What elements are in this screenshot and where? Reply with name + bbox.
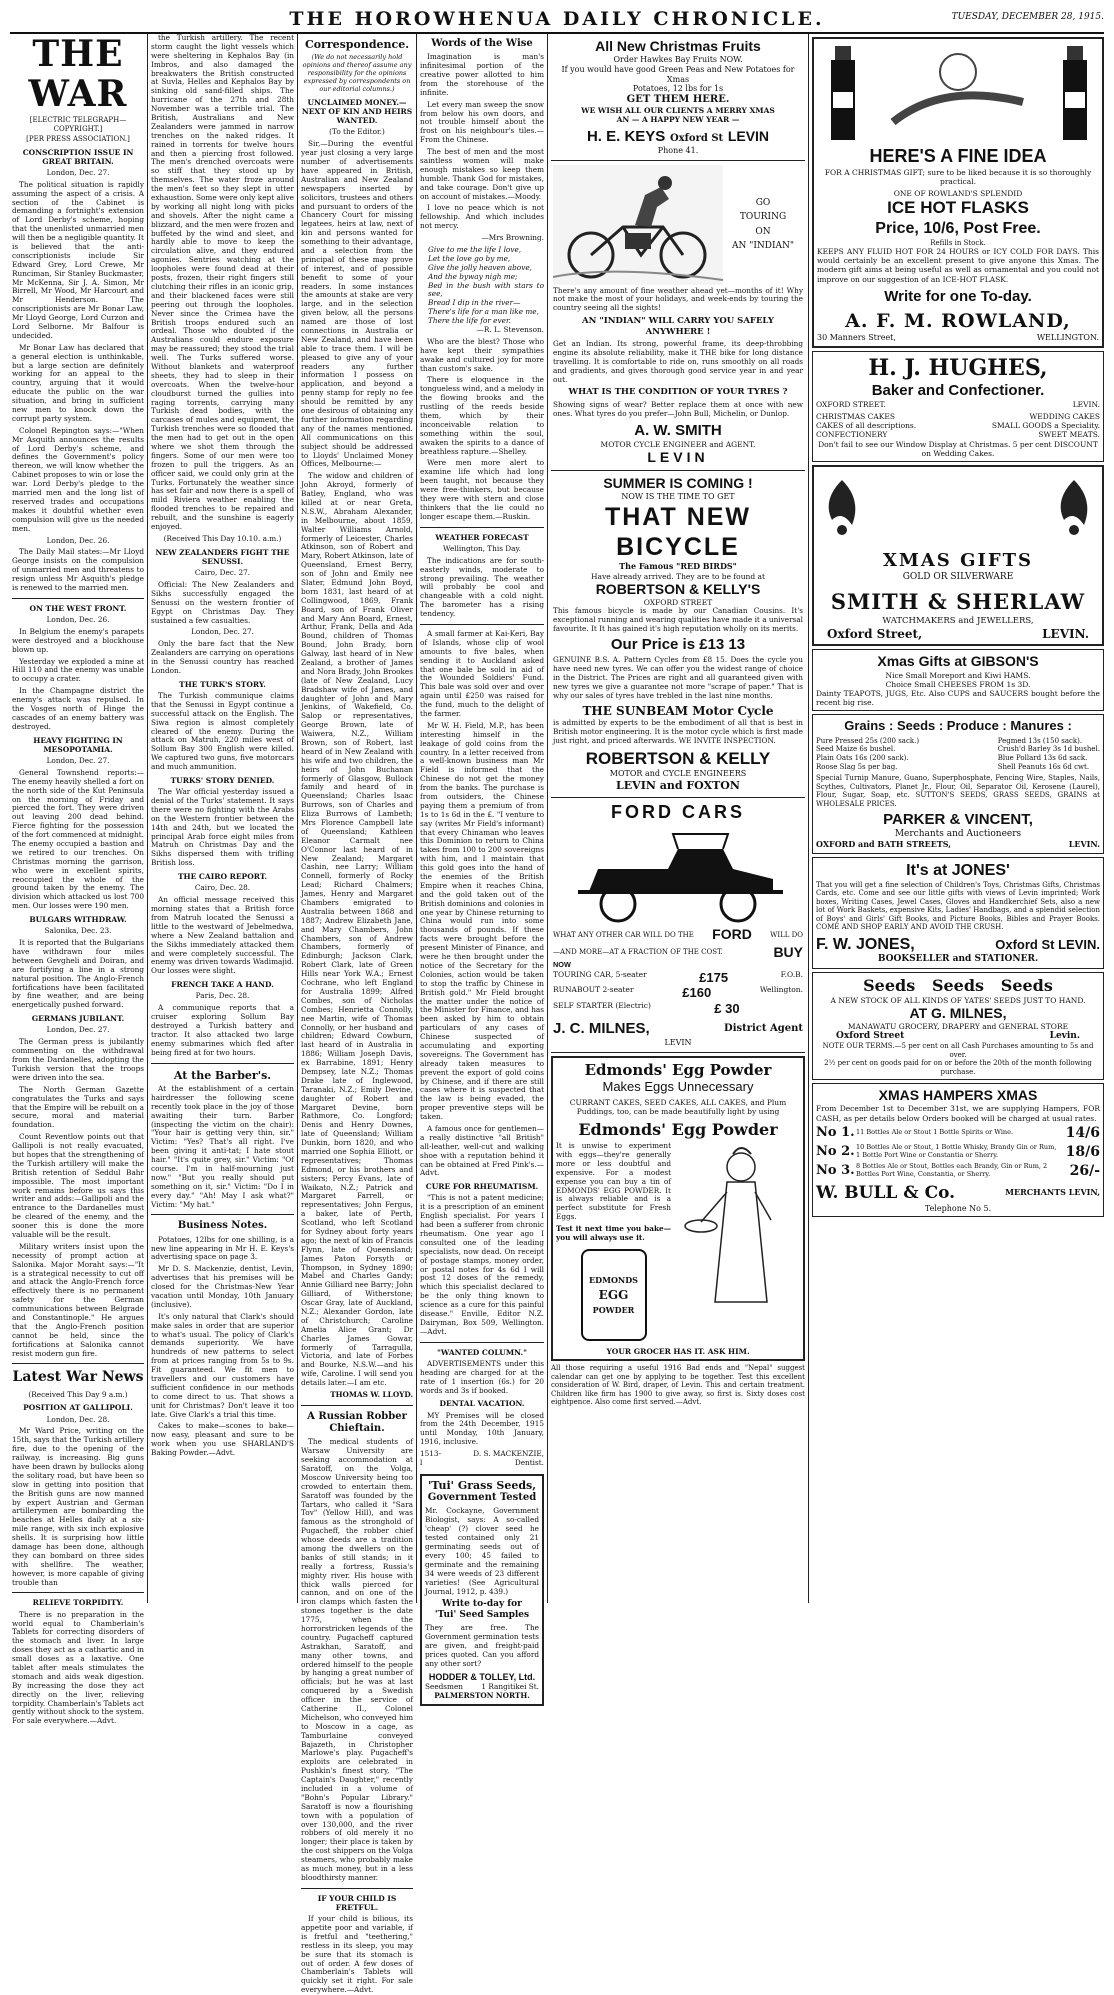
bull-hampers-ad <box>812 1083 1104 1217</box>
ad-firm: H. E. KEYS <box>586 127 666 145</box>
ad-text: ONE OF ROWLAND'S SPLENDID <box>893 189 1023 199</box>
headline: CONSCRIPTION ISSUE IN GREAT BRITAIN. <box>22 147 134 166</box>
ad-text: Don't fail to see our Window Display at Christmas. 5 per cent DISCOUNT on Wedding Cakes. <box>818 439 1098 458</box>
masthead <box>10 6 1104 34</box>
ad-text: LEVIN. <box>1068 839 1100 850</box>
paragraph: Let every man sweep the snow from below his own doors, and not trouble himself about the frost on his neighbour's tiles.—From the Chinese. <box>420 99 544 145</box>
headline: CURE FOR RHEUMATISM. <box>425 1182 539 1192</box>
ad-price: £160 <box>682 985 712 1001</box>
ad-firm: F. W. JONES, <box>816 935 915 953</box>
headline: BULGARS WITHDRAW. <box>29 915 127 925</box>
headline: THE CAIRO REPORT. <box>177 872 268 882</box>
hamper-row <box>816 1144 1100 1161</box>
poem-line: And the byway nigh me; <box>428 271 518 281</box>
ad-firm: J. C. MILNES, <box>553 1020 650 1038</box>
ad-text: CAKES of all descriptions. <box>816 421 917 431</box>
bicycle-ad <box>551 471 805 798</box>
ad-title: Edmonds' Egg Powder <box>584 1061 772 1080</box>
poem-line: Bread I dip in the river— <box>428 298 521 308</box>
ad-text: Oxford St LEVIN. <box>995 936 1100 952</box>
edmonds-ad <box>551 1056 805 1361</box>
ad-text: Shell Peanuts 16s 6d cwt. <box>997 762 1090 771</box>
ad-text: AN "INDIAN" <box>731 240 795 251</box>
ad-text: TOURING <box>739 212 787 223</box>
paragraph: Colonel Repington says:—"When Mr Asquith announces the results of Lord Derby's scheme, and defines the Government's policy thereon, we will know whether the Cabinet proposes to win or lose the war. Lord Derby's pledge to the married men and the long list of reserved trades and occupations makes it doubtful whether even compulsion will give us the needed men. <box>12 425 144 533</box>
ad-text: Have already arrived. They are to be found at <box>590 571 766 581</box>
hamper-number: No 3. <box>816 1163 855 1179</box>
jones-ad <box>812 857 1104 969</box>
ad-text: WILL DO <box>770 930 803 939</box>
ad-text: SMALL GOODS a Speciality. <box>991 421 1100 431</box>
flask-illustration <box>1049 42 1099 142</box>
holly-illustration <box>817 470 867 550</box>
ad-text: Pure Pressed 25s (200 sack.) <box>816 736 920 745</box>
hamper-number: No 1. <box>816 1125 855 1141</box>
paragraph: At the establishment of a certain hairdresser the following scene recently took place in the joy of those awaiting their turn. Barber (inspecting the victim on the chair): "Your hair is getting very thin, sir." Victim: "Yes? That's all right. I've been giving it anti-tat; I hate stout hair." "It's quite grey, sir." Victim: "Of course. I'm in half-mourning just now." "But you really should put something on it, sir." Victim: "Do I in every day." "Ah! May I ask what?" Victim: "My hat." <box>151 1083 294 1209</box>
ad-price: Price, 10/6, Post Free. <box>875 220 1041 238</box>
ad-text: That you will get a fine selection of Children's Toys, Christmas Gifts, Christmas Cards, etc. Come and see our little gifts with views of Levin imprinted; Work boxes, Writing Cases, Jewel Cases, Gloves and Handkerchief Sets, also a new lot of Work Baskets, expensive Kits, Ladies' Handbags, and a splendid selection of Boys' and Girls' Gift Books, and Picture Books, Bibles and Prayer Books. COME AND SHOP EARLY AND AVOID THE CRUSH. <box>816 880 1100 932</box>
ad-title: FORD <box>712 926 752 943</box>
ad-text: LEVIN. <box>1042 626 1089 641</box>
paragraph: All those requiring a useful 1916 Bad ends and "Nepal" suggest calendar can get one by applying to be together. Test this excellent consideration of W. Bird, draper, of Levin. This and certain treatment. Children like firm has 1900 to give away, so first is. Sixty doses cost eightpence. Also come first served.—Advt. <box>551 1364 805 1407</box>
ad-text: LEVIN. <box>1072 400 1100 410</box>
paragraph: An official message received this morning states that a British force from Matruh located the Senussi a little to the westward of Jebelmedwa, where a New Zealand battalion and the Sikhs immediately attacked them and were completely successful. The enemy was driven towards Wadimajid. Our losses were slight. <box>151 895 294 976</box>
ad-title: HERE'S A FINE IDEA <box>869 146 1047 166</box>
ad-title: ICE HOT FLASKS <box>887 198 1029 218</box>
column-war-continued <box>151 34 294 1603</box>
paragraph: The medical students of Warsaw University are seeking accommodation at Saratoff, on the Volga, Moscow University being too crowded to entertain them. Saratoff was founded by the Tartars, who called it "Sara Tov" (Yellow Hill), and was famous as the stronghold of Pugacheff, the robber chief whose deeds are a tradition among the dwellers on the banks of still stands; in it really a fortress, Russia's mighty river. His house with thick walls pierced for cannon, and on one of the iron clamps which fasten the stones together is the date 1775, when the horrorstricken legends of the country. Pugacheff captured Astrakhan, Saratoff, and many other towns, and ordered himself to the people by hanging a great number of officials; but he was at last conquered by a Swedish officer in the service of Catherine II., Colonel Michelson, who conveyed him to Moscow in a cage, as Tamburlaine conveyed Bajazeth, in Christopher Marlowe's play. Pugacheff's exploits are celebrated in Pushkin's finest story, "The Captain's Daughter," recently included in a volume of "Bohn's Popular Library." Saratoff is now a flourishing town with a population of over 130,000, and the river robbers of old merely it no longer; their place is taken by the cost shippers on the Volga steamers, who probably make as much money, but in a less bloodthirsty manner. <box>301 1437 413 1882</box>
column-rule <box>808 34 809 1603</box>
column-wise-words <box>420 34 544 1700</box>
ad-text: 30 Manners Street, <box>817 333 896 343</box>
ad-text: Seed Maize 6s bushel. <box>816 745 896 754</box>
ad-text: Choice Small CHEESES FROM 1s 3D. <box>885 679 1031 689</box>
ad-text: RUNABOUT 2-seater <box>553 985 634 995</box>
ad-text: Wellington. <box>759 985 803 995</box>
ad-text: BOOKSELLER and STATIONER. <box>877 954 1039 965</box>
ad-text: MOTOR CYCLE ENGINEER and AGENT. <box>600 439 756 449</box>
ad-text: SWEET MEATS. <box>1038 430 1100 440</box>
holly-illustration <box>1049 470 1099 550</box>
attribution: —Mrs Browning. <box>481 233 544 243</box>
ad-text: Crush'd Barley 3s 1d bushel. <box>997 745 1100 754</box>
ad-text: Merchants and Auctioneers <box>894 829 1022 840</box>
ad-text: ON <box>755 226 771 237</box>
ad-text: Plain Oats 16s (200 sack). <box>816 753 909 762</box>
ad-text: 2½ per cent on goods paid for on or before the 20th of the month following purchase. <box>824 1059 1092 1076</box>
ad-text: Telephone No 5. <box>924 1203 992 1213</box>
flask-illustration <box>817 42 867 142</box>
newspaper-title: THE HOROWHENUA DAILY CHRONICLE. <box>289 8 825 30</box>
ad-price: Our Price is £13 13 <box>610 635 746 653</box>
headline: Words of the Wise <box>431 38 533 49</box>
motorcycle-rider-illustration <box>553 165 723 285</box>
paragraph: Mr W. H. Field, M.P., has been interesting himself in the leakage of gold coins from the country. In a letter received from a well-known business man Mr Field is informed that the Chinese do not get the money from the banks. The purchase is from outsiders, the Chinese paying them a premium of from 1s to 1s 6d in the £. "I venture to say (writes Mr Field's informant) that every Chinaman who leaves this Dominion to return to China takes from 100 to 200 sovereigns with him, and I maintain that this gold goes into the hand of the enemies of the British Empire when it reaches China, and the gold taken out of the British dominions and colonies in one year by Chinese returning to China would run into some thousands of pounds. If these facts were brought before the present Minister of Finance, and were he then brought under the notice of the Secretary for the Colonies, action would be taken to stop the traffic by Chinese in British gold." Mr Field brought the matter under the notice of the Minister for Finance, and has been asked by him to obtain particulars of any cases of Chinese suspected of accumulating and exporting sovereigns. The Government has already taken measures to prevent the export of gold coins by Chinese, and if there are still cases where it is suspected that the law is being evaded, the proper preventive steps will be taken. <box>420 720 544 1122</box>
ford-cars-ad <box>551 798 805 1054</box>
headline: NEW ZEALANDERS FIGHT THE SENUSSI. <box>155 547 290 566</box>
signature: THOMAS W. LLOYD. <box>330 1390 413 1400</box>
ad-title: Grains : Seeds : Produce : Manures : <box>844 718 1072 734</box>
ad-text: Blue Pollard 13s 6d sack. <box>997 753 1088 762</box>
headline: RELIEVE TORPIDITY. <box>32 1598 124 1608</box>
paragraph: Mr Ward Price, writing on the 15th, says that the Turkish artillery fire, due to the opening of the railway, is increasing. Big guns have been drawn by bullocks along the solitary road, but have been so slow in getting into position that the British guns are now manned by expert Austrian and German artillerymen are bombarding the beaches at Helles daily at a six-mile range, with six inch explosive shells. It is surprising how little damage has been done, although they can bombard on three sides with shellfire. The weather, however, is more capable of giving trouble than <box>12 1426 144 1587</box>
ad-firm: W. BULL & Co. <box>816 1182 956 1203</box>
ad-text: TOURING CAR, 5-seater <box>553 969 647 979</box>
ad-title: Write to-day for <box>442 1599 522 1610</box>
paragraph: Potatoes, 12lbs for one shilling, is a new line appearing in Mr H. E. Keys's advertising space on page 3. <box>151 1234 294 1262</box>
ad-firm: AT G. MILNES, <box>909 1005 1007 1022</box>
ad-text: There's any amount of fine weather ahead yet—months of it! Why not make the most of your holidays, and week-ends by touring the country seeing all the sights! <box>553 285 803 313</box>
egg-powder-tin <box>581 1249 647 1341</box>
ad-text: Mr. Cockayne, Government Biologist, says: A so-called 'cheap' (?) clover seed he tested contained only 21 germinating seeds out of every 100; 45 failed to germinate and the remaining 34 were weeds of 23 different varieties! (See Agricultural Journal, 1912, p. 439.) <box>425 1506 539 1596</box>
ad-text: GET THEM HERE. <box>626 94 730 106</box>
salutation: (To the Editor.) <box>329 127 385 137</box>
ad-text: A NEW STOCK OF ALL KINDS OF YATES' SEEDS JUST TO HAND. <box>830 995 1086 1005</box>
ad-text: Levin. <box>1049 1031 1080 1042</box>
ad-text: FOR A CHRISTMAS GIFT; sure to be liked because it is so thoroughly practical. <box>824 167 1092 187</box>
ad-text: MERCHANTS LEVIN, <box>1005 1187 1100 1198</box>
ad-reference: 1513-l <box>420 1449 442 1467</box>
ad-title: 'Tui' Seed Samples <box>434 1610 530 1621</box>
parker-vincent-ad <box>812 714 1104 854</box>
headline: HEAVY FIGHTING IN MESOPOTAMIA. <box>33 735 123 754</box>
ad-firm: H. J. HUGHES, <box>868 354 1048 381</box>
milnes-seeds-ad <box>812 972 1104 1080</box>
ad-text: This famous bicycle is made by our Canadian Cousins. It's exceptional running and wearing qualities have made it a universal favourite. It It has gained it's high reputation wholly on its merits. <box>553 606 803 633</box>
ad-text: AN "INDIAN" WILL CARRY YOU SAFELY ANYWHERE ! <box>582 316 774 337</box>
paragraph: There is no preparation in the world equal to Chamberlain's Tablets for correcting disorders of the stomach and liver. In large doses they act as a cathartic and in small doses as a laxative. One tablet after meals stimulates the stomach and aids weak digestion. By increasing the dose they act directly on the liver, relieving torpidity. Chamberlain's Tablets act gently without shock to the system. For sale everywhere.—Advt. <box>12 1609 144 1726</box>
paragraph: Were men more alert to examine life which had long been taught, not because they were free-thinkers, but because they were with stern and close thinkers that the lie could no longer escape them.—Ruskin. <box>420 458 544 521</box>
poem-line: There's life for a man like me, <box>428 307 539 317</box>
paragraph: ADVERTISEMENTS under this heading are charged for at the rate of 1 insertion (6s.) for 20 words and 3s if booked. <box>420 1358 544 1395</box>
ad-title: 'Tui' Grass Seeds, <box>427 1478 537 1492</box>
ad-text: GO <box>755 197 771 208</box>
ad-text: Get an Indian. Its strong, powerful frame, its deep-throbbing engine its absolute reliability, make it THE bike for long distance travelling. It is comfortable to ride on, runs smoothly on all roads and gradients, and gives thorough good service year in and year out. <box>553 338 803 384</box>
poem-line: Give the jolly heaven above, <box>428 262 532 272</box>
ad-text: PALMERSTON NORTH. <box>434 1690 530 1700</box>
paragraph: It's only natural that Clark's should make sales in order that are superior to what's usual. The policy of Clark's demands superiority. We have hundreds of new patterns to select from at prices ranging from 5s to 9s. Fit guaranteed. We fit men to travellers and our customers have sufficient confidence in our methods to come direct to us. That shows a unit for Christmas? Don't leave it too late. Give Clark's a trial this time. <box>151 1311 294 1419</box>
ad-text: Test it next time you bake—you will always use it. <box>556 1224 671 1243</box>
indian-motorcycle-ad <box>551 161 805 472</box>
paragraph: It is reported that the Bulgarians have withdrawn four miles between Gevgheli and Doiran, and are fortifying a line in a strong natural position. The Anglo-French fortifications have been facilitated by fine weather, and are being energetically pushed forward. <box>12 938 144 1010</box>
ad-title: XMAS HAMPERS XMAS <box>878 1087 1038 1104</box>
tin-label: POWDER <box>592 1304 635 1315</box>
hamper-price: 26/- <box>1069 1162 1100 1179</box>
dateline: Salonika, Dec. 23. <box>44 926 112 936</box>
ad-firm: A. F. M. ROWLAND, <box>845 310 1071 333</box>
smith-sherlaw-ad <box>812 465 1104 647</box>
ad-text: WHAT ANY OTHER CAR WILL DO THE <box>553 930 694 939</box>
ad-text: NOTE OUR TERMS.—5 per cent on all Cash Purchases amounting to 5s and over. <box>822 1042 1094 1059</box>
dateline: Cairo, Dec. 28. <box>194 883 251 893</box>
ad-text: They are free. The Government germination tests are given, and freight-paid prices quoted. Can you afford any other sort? <box>425 1623 539 1668</box>
ad-text: SELF STARTER (Electric) <box>553 1001 651 1011</box>
dateline: London, Dec. 27. <box>46 167 110 177</box>
dateline: London, Dec. 27. <box>46 755 110 765</box>
attribution: —R. L. Stevenson. <box>476 325 544 335</box>
paragraph: Mr D. S. Mackenzie, dentist, Levin, advertises that his premises will be closed for the Christmas-New Year vacation until Monday, 10th January (inclusive). <box>151 1264 294 1309</box>
paragraph: If your child is bilious, its appetite poor and variable, if is fretful and "teethering," restless in its sleep, you may be sure that its stomach is out of order. A few doses of Chamberlain's Tablets will quickly set it right. For sale everywhere.—Advt. <box>301 1914 413 1995</box>
ad-text: WE WISH ALL OUR CLIENTS A MERRY XMAS <box>581 106 775 116</box>
hughes-baker-ad <box>812 351 1104 462</box>
hamper-row <box>816 1125 1100 1142</box>
paragraph: A communique reports that a cruiser exploring Sollum Bay destroyed a Turkish battery and tractor. It also attacked two large enemy submarines which fled after being fired at for two hours. <box>151 1003 294 1057</box>
paragraph: The widow and children of John Akroyd, formerly of Batley, England, who was killed at or near Greta, N.S.W., Abraham Alexander, in Melbourne, about 1859, Walter Williams Arnold, formerly of Leicester, Charles Atkinson, son of Robert and Mary, Robert Atkinson, late of Queensland, Ernest Berry, son of John and Emily nee Slater, Edmund John Boyd, born 1831, last heard of at Collingwood, 1869, Frank Board, son of Frank Oliver and Mary Ann Board, Ernest, Arthur, Frank, Della and Ada Bound, children of Thomas Bound, John Brady, born Galway, last heard of in New Zealand, a brother of James and Nora Brady, John Brookes (late of New Zealand, Lucy Bradshaw wife of James, and daughter of John and Mary Jenkins, of Wakefield, Co. Salop or representatives, George Brown, late of Waiwera, N.Z., William Brown, son of Robert, last heard of in New Zealand with his wife and two children, the heirs of John Buchanan formerly of Glasgow, Bullock family and heard of in Queensland; Charles Isaac Burrows, son of Charles and Eliza Burrows of Lambeth; Mrs Florence Campbell late of Queensland; Kathleen Eleanor Carmalt nee O'Connor last heard of in New Zealand; Margaret Cashin, nee Larry; William Connell, formerly of Rocky Lead; Richard Chalmers; James, Henry and Margaret Chambers emigrated to Australia between 1868 and 1887; Andrew Elizabeth Jane, and Mary Chambers, John Chambers, son of Andrew Chambers, formerly of Edinburgh; Jackson Clark, Robert Clark, late of Green Hills near York W.A.; Ernest Cochrane, who left England for Australia 1899; Alfred Combes, son of Nicholas Combes; Henrietta Connolly, nee Martin, wife of Thomas Connolly, or her husband and children; Edward Cowburn, last heard of in Australia in 1886; William Joseph Davis, ex Barrabine, 1891; Henry Dempsey, late N.Z.; Thomas Drake late of Inglewood, Taranaki, N.Z.; Emily Devine, daughter of Robert and Margaret Devine, born Rathmore, Co. Longford; Denis and Henry Downes, late of Queensland; William Dunkin, born 1820, and who married one Sophia Elliott, or representatives; Thomas Edmond, or his brothers and sisters; Percy Evans, late of Waikato, N.Z.; Patrick and Margaret Farrell, or representatives; John Fergus, a baker, late of Perth, Scotland, who left Scotland for Sydney about forty years ago; the next of kin of Francis Flynn, late of Queensland; James Paton Forsyth or Thompson, in Sydney 1890; Mabel and Charles Gandy; Annie Gilliard nee Barry; John Gilliard, of Witherstone; Oscar Gray, late of Auckland, N.Z.; Alexander Gordon, late of Christchurch; Caroline Amelia Alice Grant; Dr Charles James Gowar, formerly of Tarragulla, Victoria, and late of Forbes and Bourke, N.S.W.—and his wife, Caroline. I will send you details later.—I am etc. <box>301 471 413 1388</box>
ad-text: It is unwise to experiment with eggs—they're generally more or less doubtful and expensive. For a modest expense you can buy a tin of EDMONDS' EGG POWDER. It is always reliable and is a perfect substitute for Fresh Eggs. <box>556 1141 671 1222</box>
ad-text: From December 1st to December 31st, we are supplying Hampers, FOR CASH, as per details below Orders booked will be charged at usual rates. <box>816 1104 1100 1123</box>
signature: D. S. MACKENZIE, <box>473 1449 544 1459</box>
ad-text: LEVIN <box>727 127 770 144</box>
headline: GERMANS JUBILANT. <box>31 1014 125 1024</box>
paragraph: In the Champagne district the enemy's attack was repulsed. In the Vosges north of Hinge the cascades of an enemy battery was destroyed. <box>12 686 144 731</box>
poem-line: Give to me the life I love, <box>428 245 522 254</box>
paragraph: the Turkish artillery. The recent storm caught the light vessels which were sheltering in Kephalos Bay (in Imbros, and also damaged the breakwaters the British constructed at Suvla, Helles and Kephalos Bay by sinking old sand-filled ships. The hurricane of the 27th and 28th November was a terrible trial. The British, Australians and New Zealanders were jammed in narrow trenches on the naked ridges. It rained in torrents for twelve hours and then a piercing frost followed. The men's drenched overcoats were so stiff that they stood up by themselves. The water froze around the men's feet so they slept in utter exhaustion. Some were only kept alive by working all night long with picks and shovels. After the night came a blizzard, and the men were frozen and buffeted by the wind and sleet, and hardly able to move to keep the circulation alive, and they endured agonies. Sentries watching at the loopholes were found dead at their posts, frozen, their right fingers still clutching their rifles in an iconic grip, and their blackened faces were still peering out through the loopholes. Never since the Crimea have the British troops endured such an ordeal. Those who doubted if the Australians could endure exposure may be reassured; they stood the trial well. The Turks suffered worse. Without blankets and waterproof sheets, they had to sleep in their overcoats. When the twelve-hour cloudburst turned the gullies into raging torrents, carrying many Turkish dead bodies, with the carcases of mules and equipment, the Turkish trenches were so flooded that the men had to get out in the open where we shot them through the fingers. Some of our men were too frozen to pull the triggers. As an officer said, we could only grin at the Turks. Fortunately the weather since has set fair and now there is a spell of mild Riviera weather enabling the flooded trenches to be repaired and rebuilt, and the sunshine is eagerly enjoyed. <box>151 33 294 531</box>
paragraph: Imagination is man's infinitesimal portion of the creative power allotted to him from the storehouse of the infinite. <box>420 52 544 97</box>
ad-text: GOLD OR SILVERWARE <box>902 571 1014 582</box>
hamper-contents: 8 Bottles Ale or Stout, Bottles each Brandy, Gin or Rum, 2 Bottles Port Wine, Constantia, or Sherry. <box>856 1162 1048 1179</box>
hamper-price: 14/6 <box>1065 1124 1100 1141</box>
ad-price: £175 <box>699 969 729 985</box>
ad-title: SUMMER IS COMING ! <box>603 475 753 492</box>
column-correspondence <box>301 34 413 1995</box>
ad-text: Special Turnip Manure, Guano, Superphosphate, Fencing Wire, Staples, Nails, Scythes, Cultivators, Planet Jr., Flour, Oil, Separator Oil, Kerosene (Laurel), Flour, Sugar, Soap, etc. SUTTON'S SEEDS, GRASS SEEDS, GRAINS at WHOLESALE PRICES. <box>816 774 1100 808</box>
column-rule <box>547 34 548 1603</box>
hamper-contents: 10 Bottles Ale or Stout, 1 Bottle Whisky, Brandy Gin or Rum, 1 Bottle Port Wine or Constantia or Sherry. <box>856 1143 1057 1160</box>
received-note: (Received This Day 10.10. a.m.) <box>163 533 282 543</box>
paragraph: The indications are for south-easterly winds, moderate to strong prevailing. The weather will probably be cool and changeable with a cold night. The barometer has a rising tendency. <box>420 555 544 619</box>
ad-title: Baker and Confectioner. <box>871 381 1045 399</box>
paragraph: A small farmer at Kai-Keri, Bay of Islands, whose clip of wool amounts to five bales, when sending it to Auckland asked that one bale be sold in aid of the Wounded Soldiers' Fund. This bale was sold over and over again until £250 was raised for the fund, much to the delight of the farmer. <box>420 628 544 718</box>
ford-car-illustration <box>558 824 798 924</box>
paragraph: The War official yesterday issued a denial of the Turks' statement. It says there were no fighting with the Arabs on the Western frontier between the 14th and 24th, but we located the principal Arab force eight miles from Matruh on Christmas Day and the Sikhs dispersed them with trifling British loss. <box>151 787 294 868</box>
ad-text: OXFORD and BATH STREETS, <box>816 839 952 850</box>
ad-text: Pegmed 13s (150 sack). <box>997 736 1083 745</box>
paragraph: Who are the blest? Those who have kept their sympathies awake and cultured joy for more than custom's sake. <box>420 336 544 373</box>
ad-title: XMAS GIFTS <box>882 549 1034 571</box>
dateline: London, Dec. 27. <box>191 627 254 637</box>
ad-firm: A. W. SMITH <box>634 421 722 439</box>
ad-title: Xmas Gifts at GIBSON'S <box>877 653 1039 670</box>
ad-title: THAT NEW BICYCLE <box>604 502 752 561</box>
ad-text: If you would have good Green Peas and New Potatoes for Xmas <box>561 64 795 84</box>
dateline: London, Dec. 26. <box>46 614 110 624</box>
ad-text: CHRISTMAS CAKES <box>816 412 896 422</box>
ad-firm: PARKER & VINCENT, <box>883 811 1033 829</box>
ad-text: AN — A HAPPY NEW YEAR — <box>616 115 740 125</box>
poem <box>420 246 544 326</box>
paragraph: The Turkish communique claims that the Senussi in Egypt continue a successful attack on the English. The Siwa region is almost completely cleared of the enemy. During the attack on Matruh, 220 miles west of Sollum Bay 300 English were killed. We captured two guns, five motorcars and much ammunition. <box>151 690 294 772</box>
ad-title: It's at JONES' <box>906 862 1010 880</box>
headline: TURKS' STORY DENIED. <box>170 776 275 785</box>
headline: At the Barber's. <box>173 1068 272 1082</box>
ad-text: The Famous "RED BIRDS" <box>619 560 737 571</box>
paragraph: Official: The New Zealanders and Sikhs successfully engaged the Senussi on the western frontier of Egypt on Christmas Day. They sustained a few casualties. <box>151 579 294 625</box>
ad-text: Oxford Street, <box>827 626 923 641</box>
tui-seeds-ad <box>420 1474 544 1706</box>
ad-text: LEVIN <box>647 449 709 466</box>
ad-text: OXFORD STREET. <box>816 400 886 410</box>
dateline: London, Dec. 26. <box>46 535 110 545</box>
latest-war-news-title: Latest War News <box>12 1369 144 1386</box>
hamper-number: No 2. <box>816 1144 855 1160</box>
ad-text: CONFECTIONERY <box>816 430 888 440</box>
headline: "WANTED COLUMN." <box>436 1347 528 1357</box>
column-rule <box>147 34 148 1603</box>
column-ads-right <box>812 34 1104 1603</box>
woman-baking-illustration <box>671 1142 791 1312</box>
headline: Business Notes. <box>177 1220 268 1232</box>
hamper-contents: 11 Bottles Ale or Stout 1 Bottle Spirits or Wine. <box>856 1128 1014 1137</box>
poem-line: There the life for ever. <box>428 316 511 326</box>
ad-text: NOW IS THE TIME TO GET <box>621 492 735 502</box>
ad-text: Order Hawkes Bay Fruits NOW. <box>613 55 743 65</box>
ad-title: FORD CARS <box>611 801 745 822</box>
ad-text: Nice Small Moreport and Kiwi HAMS. <box>885 670 1031 680</box>
ad-text: WELLINGTON. <box>1036 333 1099 343</box>
paragraph: A famous once for gentlemen—a really distinctive "all British" all-leather, well-cut and walking shoe with a reputation behind it can be obtained at Fred Pink's.—Advt. <box>420 1123 544 1178</box>
column-ads-centre <box>551 34 805 1603</box>
ad-title: THE SUNBEAM Motor Cycle <box>582 704 774 719</box>
ad-text: Refills in Stock. <box>930 238 986 247</box>
rowland-flask-ad <box>812 37 1104 348</box>
poem-line: Let the love go by me, <box>428 253 511 263</box>
ad-text: GENUINE B.S. A. Pattern Cycles from £8 15. Does the cycle you have need new tyres. We can offer you the widest range of choice in the District. The Prices are right and all guaranteed given with new tyres we give a guarantee not more "scrape of paper." That is why our sales of tyres have trebled in the last nine months. <box>553 655 803 700</box>
signature-title: Dentist. <box>514 1458 544 1467</box>
ad-text: Phone 41. <box>657 145 699 155</box>
paragraph: Yesterday we exploded a mine at Hill 110 and the enemy was unable to occupy a crater. <box>12 656 144 684</box>
paragraph: Cakes to make—scones to bake—now easy, pleasant and sure to be work when you use SHARLAND'S Baking Powder.—Advt. <box>151 1421 294 1458</box>
hands-illustration <box>883 42 1033 142</box>
ad-title: NOW <box>553 959 571 969</box>
ad-title: Write for one To-day. <box>884 287 1032 305</box>
ad-text: is admitted by experts to be the embodiment of all that is best in British motor engineering. It is the motor cycle which is first made just right, and priced afterwards. WE INVITE INSPECTION. <box>553 718 803 745</box>
ad-text: YOUR GROCER HAS IT. ASK HIM. <box>606 1346 750 1356</box>
ad-title: Seeds Seeds Seeds <box>863 976 1053 996</box>
headline: ON THE WEST FRONT. <box>29 603 127 613</box>
ad-text: WHAT IS THE CONDITION OF YOUR TYRES ? <box>568 387 788 398</box>
paragraph: Military writers insist upon the necessity of prompt action at Salonika. Major Moraht says:—"It is a strategical necessity to cut off and attack the Anglo-French force effectively there is no permanent safety for the German communications between Belgrade and Constantinople." He argues that the Anglo-French position cannot be held, since the fortifications at Salonika cannot resist modern gun fire. <box>12 1241 144 1358</box>
ad-text: Dainty TEAPOTS, JUGS, Etc. Also CUPS and SAUCERS bought before the recent big rise. <box>816 688 1100 707</box>
headline: A Russian Robber Chieftain. <box>307 1410 407 1435</box>
ad-text: WATCHMAKERS and JEWELLERS, <box>882 616 1034 627</box>
byline: [PER PRESS ASSOCIATION.] <box>26 135 130 144</box>
column-rule <box>297 34 298 1603</box>
paragraph: General Townshend reports:—The enemy heavily shelled a fort on the north side of the Kut Peninsula on the morning of Friday and pierced the fort. They were driven out leaving 200 dead behind. Fierce fighting for the possession of the fort commenced at midnight. The enemy occupied a bastion and we retired to our trenches. On Christmas morning the garrison, who were in excellent spirits, reoccupied the whole of the ground taken by the enemy. The division which attacked us lost 700 men. Our losses were 190 men. <box>12 767 144 911</box>
paragraph: "This is not a patent medicine; it is a prescription of an eminent English specialist. For years I had been a sufferer from chronic rheumatism. One year ago I consulted one of the leading specialists, now dead. On receipt of postage stamps, money order, or postal notes for 4s 6d I will post 12 doses of the remedy, which this specialist declared to be the only thing known to science as a cure for this painful disease." Enville, Editor N.Z. Dairyman, Box 509, Wellington.—Advt. <box>420 1193 544 1336</box>
keys-fruit-ad <box>551 34 805 161</box>
paragraph: I love no peace which is not fellowship. And which includes not mercy. <box>420 203 544 231</box>
headline: THE TURK'S STORY. <box>179 679 266 689</box>
dateline: Cairo, Dec. 27. <box>194 568 251 578</box>
ad-text: District Agent <box>724 1023 803 1035</box>
ad-text: MOTOR and CYCLE ENGINEERS <box>609 769 747 779</box>
ad-title: All New Christmas Fruits <box>595 38 761 54</box>
dateline: Paris, Dec. 28. <box>195 991 250 1001</box>
editorial-note: (We do not necessarily hold opinions and thereof assume any responsibility for the opinions expressed by correspondents on our editorial columns.) <box>302 53 412 94</box>
paragraph: The political situation is rapidly assuming the aspect of a crisis. A section of the Cabinet is demanding a fortnight's extension of Lord Derby's scheme, hoping that the unenlisted unmarried men will then be a negligible quantity. It is believed that the anti-conscriptionists include Sir Edward Grey, Lord Crewe, Mr Runciman, Sir Stanley Buckmaster, Mr McKenna, Sir J. A. Simon, Mr Birrell, Mr Wood, Mr Harcourt and Mr Henderson. The conscriptionists are Mr Bonar Law, Mr Lloyd George, Lord Curzon and Lord Selborne. Mr Balfour is undecided. <box>12 179 144 340</box>
ad-text: Oxford St <box>669 132 724 144</box>
dateline: London, Dec. 28. <box>46 1414 110 1424</box>
ad-text: KEEPS ANY FLUID HOT FOR 24 HOURS or ICY COLD FOR DAYS. This would certainly be an excellent present to give anyone this Xmas. The modern gift aims at being useful as well as ornamental and you could not improve on our suggestion of an ICE-HOT FLASK. <box>817 247 1099 284</box>
ad-text: F.O.B. <box>780 969 803 979</box>
paragraph: In Belgium the enemy's parapets were destroyed and a blockhouse blown up. <box>12 626 144 654</box>
ad-firm: HODDER & TOLLEY, Ltd. <box>428 1671 536 1682</box>
ad-firm: SMITH & SHERLAW <box>830 588 1086 614</box>
headline: POSITION AT GALLIPOLI. <box>23 1403 133 1413</box>
tin-label: EGG <box>598 1287 629 1302</box>
received-note: (Received This Day 9 a.m.) <box>28 1389 128 1399</box>
paragraph: The North German Gazette congratulates the Turks and says that the Empire will be rebuilt on a secure, moral and material foundation. <box>12 1084 144 1130</box>
paragraph: There is eloquence in the tongueless wind, and a melody in the flowing brooks and the rustling of the reeds beside them, which by their inconceivable relation to something within the soul, awaken the spirits to a dance of breathless rapture.—Shelley. <box>420 375 544 456</box>
ad-text: MANAWATU GROCERY, DRAPERY and GENERAL STORE <box>847 1022 1069 1032</box>
dateline: London, Dec. 27. <box>46 1025 110 1035</box>
paragraph: The German press is jubilantly commenting on the withdrawal from the Dardanelles, adopting the Turkish version that the troops were driven into the sea. <box>12 1037 144 1082</box>
ad-text: Potatoes, 12 lbs for 1s <box>632 84 724 94</box>
paragraph: The best of men and the most saintless women will make enough mistakes so keep them humble. Thank God for mistakes, and take courage. Don't give up on account of mistakes.—Moody. <box>420 147 544 201</box>
ad-text: —AND MORE—AT A FRACTION OF THE COST. <box>553 947 723 956</box>
ad-text: Oxford Street <box>836 1031 905 1042</box>
tin-label: EDMONDS <box>589 1274 638 1285</box>
ad-text: Showing signs of wear? Better replace them at once with new ones. What tyres do you prefer—John Bull, Michelin, or Dunlop. <box>553 399 803 418</box>
column-rule <box>416 34 417 1603</box>
paragraph: Sir,—During the eventful year just closing a very large number of advertisements have appeared in British, Australian and New Zealand newspapers inserted by solicitors, trustees and others and pursuant to orders of the Chancery Court for missing legatees, heirs at law, next of kin and persons wanted for something to their advantage, and a selection from the principal of these may prove of interest, and of possible benefit to some of your readers. In some instances the amounts at stake are very large, and in the selection given below, all the persons named are those of lost connections in Australia or New Zealand, and have been able to trace them. I will be pleased to give any of your readers any further information I possess on application, and beyond a penny stamp for reply no fee should be remitted by any one desirous of obtaining any further information regarding any of the names mentioned. All communications on this subject should be addressed to Lloyds' Unclaimed Money Offices, Melbourne:— <box>301 139 413 469</box>
war-title: THE WAR <box>28 33 128 115</box>
ad-text: CURRANT CAKES, SEED CAKES, ALL CAKES, and Plum Puddings, too, can be made beautifully light by using <box>569 1098 787 1117</box>
paragraph: The Daily Mail states:—Mr Lloyd George insists on the compulsion of unmarried men and threatens to resign unless Mr Asquith's pledge is renewed to the married men. <box>12 547 144 592</box>
ad-title: Edmonds' Egg Powder <box>578 1119 778 1139</box>
gibson-ad <box>812 649 1104 711</box>
poem-line: Bed in the bush with stars to see, <box>428 280 544 299</box>
ad-firm: ROBERTSON & KELLY <box>585 748 771 768</box>
headline: WEATHER FORECAST <box>435 532 529 542</box>
ad-text: LEVIN and FOXTON <box>616 779 740 793</box>
paragraph: Mr Bonar Law has declared that a general election is unthinkable, but a large section are definitely working for an appeal to the country, arguing that it would educate the public on the war situation, and bring in sufficient new men to knock down the corrupt party system. <box>12 342 144 423</box>
ad-firm: ROBERTSON & KELLY'S <box>595 580 761 597</box>
ad-price: £ 30 <box>714 1001 740 1017</box>
hamper-row <box>816 1163 1100 1180</box>
paragraph: MY Premises will be closed from the 24th December, 1915 until Monday, 10th January, 1916, inclusive. <box>420 1410 544 1447</box>
column-war-news <box>12 33 144 1726</box>
headline: DENTAL VACATION. <box>439 1399 525 1409</box>
ad-title: BUY <box>773 943 803 960</box>
ad-text: OXFORD STREET <box>643 597 713 607</box>
ad-text: LEVIN <box>664 1038 692 1048</box>
headline: Correspondence. <box>304 38 410 51</box>
paragraph: Only the bare fact that the New Zealanders are carrying on operations in the Senussi country has reached London. <box>151 639 294 675</box>
ad-text: Roose Slag 5s per bag. <box>816 762 898 771</box>
ad-text: Seedsmen <box>425 1681 463 1691</box>
hamper-price: 18/6 <box>1065 1143 1100 1160</box>
issue-date: TUESDAY, DECEMBER 28, 1915. <box>951 12 1104 22</box>
ad-text: WEDDING CAKES <box>1029 412 1100 422</box>
dateline: Wellington, This Day. <box>443 543 521 553</box>
ad-title: Government Tested <box>427 1492 537 1504</box>
byline: [ELECTRIC TELEGRAPH—COPYRIGHT.] <box>29 116 127 133</box>
ad-text: 1 Rangitikei St. <box>481 1681 539 1691</box>
headline: UNCLAIMED MONEY.—NEXT OF KIN AND HEIRS WANTED. <box>301 98 413 126</box>
paragraph: Count Reventlow points out that Gallipoli is not really evacuated, but hopes that the strengthening of the Turkish artillery will make the British retention of Seddul Bahr impossible. The most important work remains before us says this writer and adds:—Gallipoli and the entrance to the Dardanelles must be cleared of the enemy, and the sooner this is done the more valuable will be the result. <box>12 1132 144 1239</box>
headline: IF YOUR CHILD IS FRETFUL. <box>317 1893 397 1912</box>
headline: FRENCH TAKE A HAND. <box>171 980 274 990</box>
ad-title: Makes Eggs Unnecessary <box>602 1079 754 1095</box>
